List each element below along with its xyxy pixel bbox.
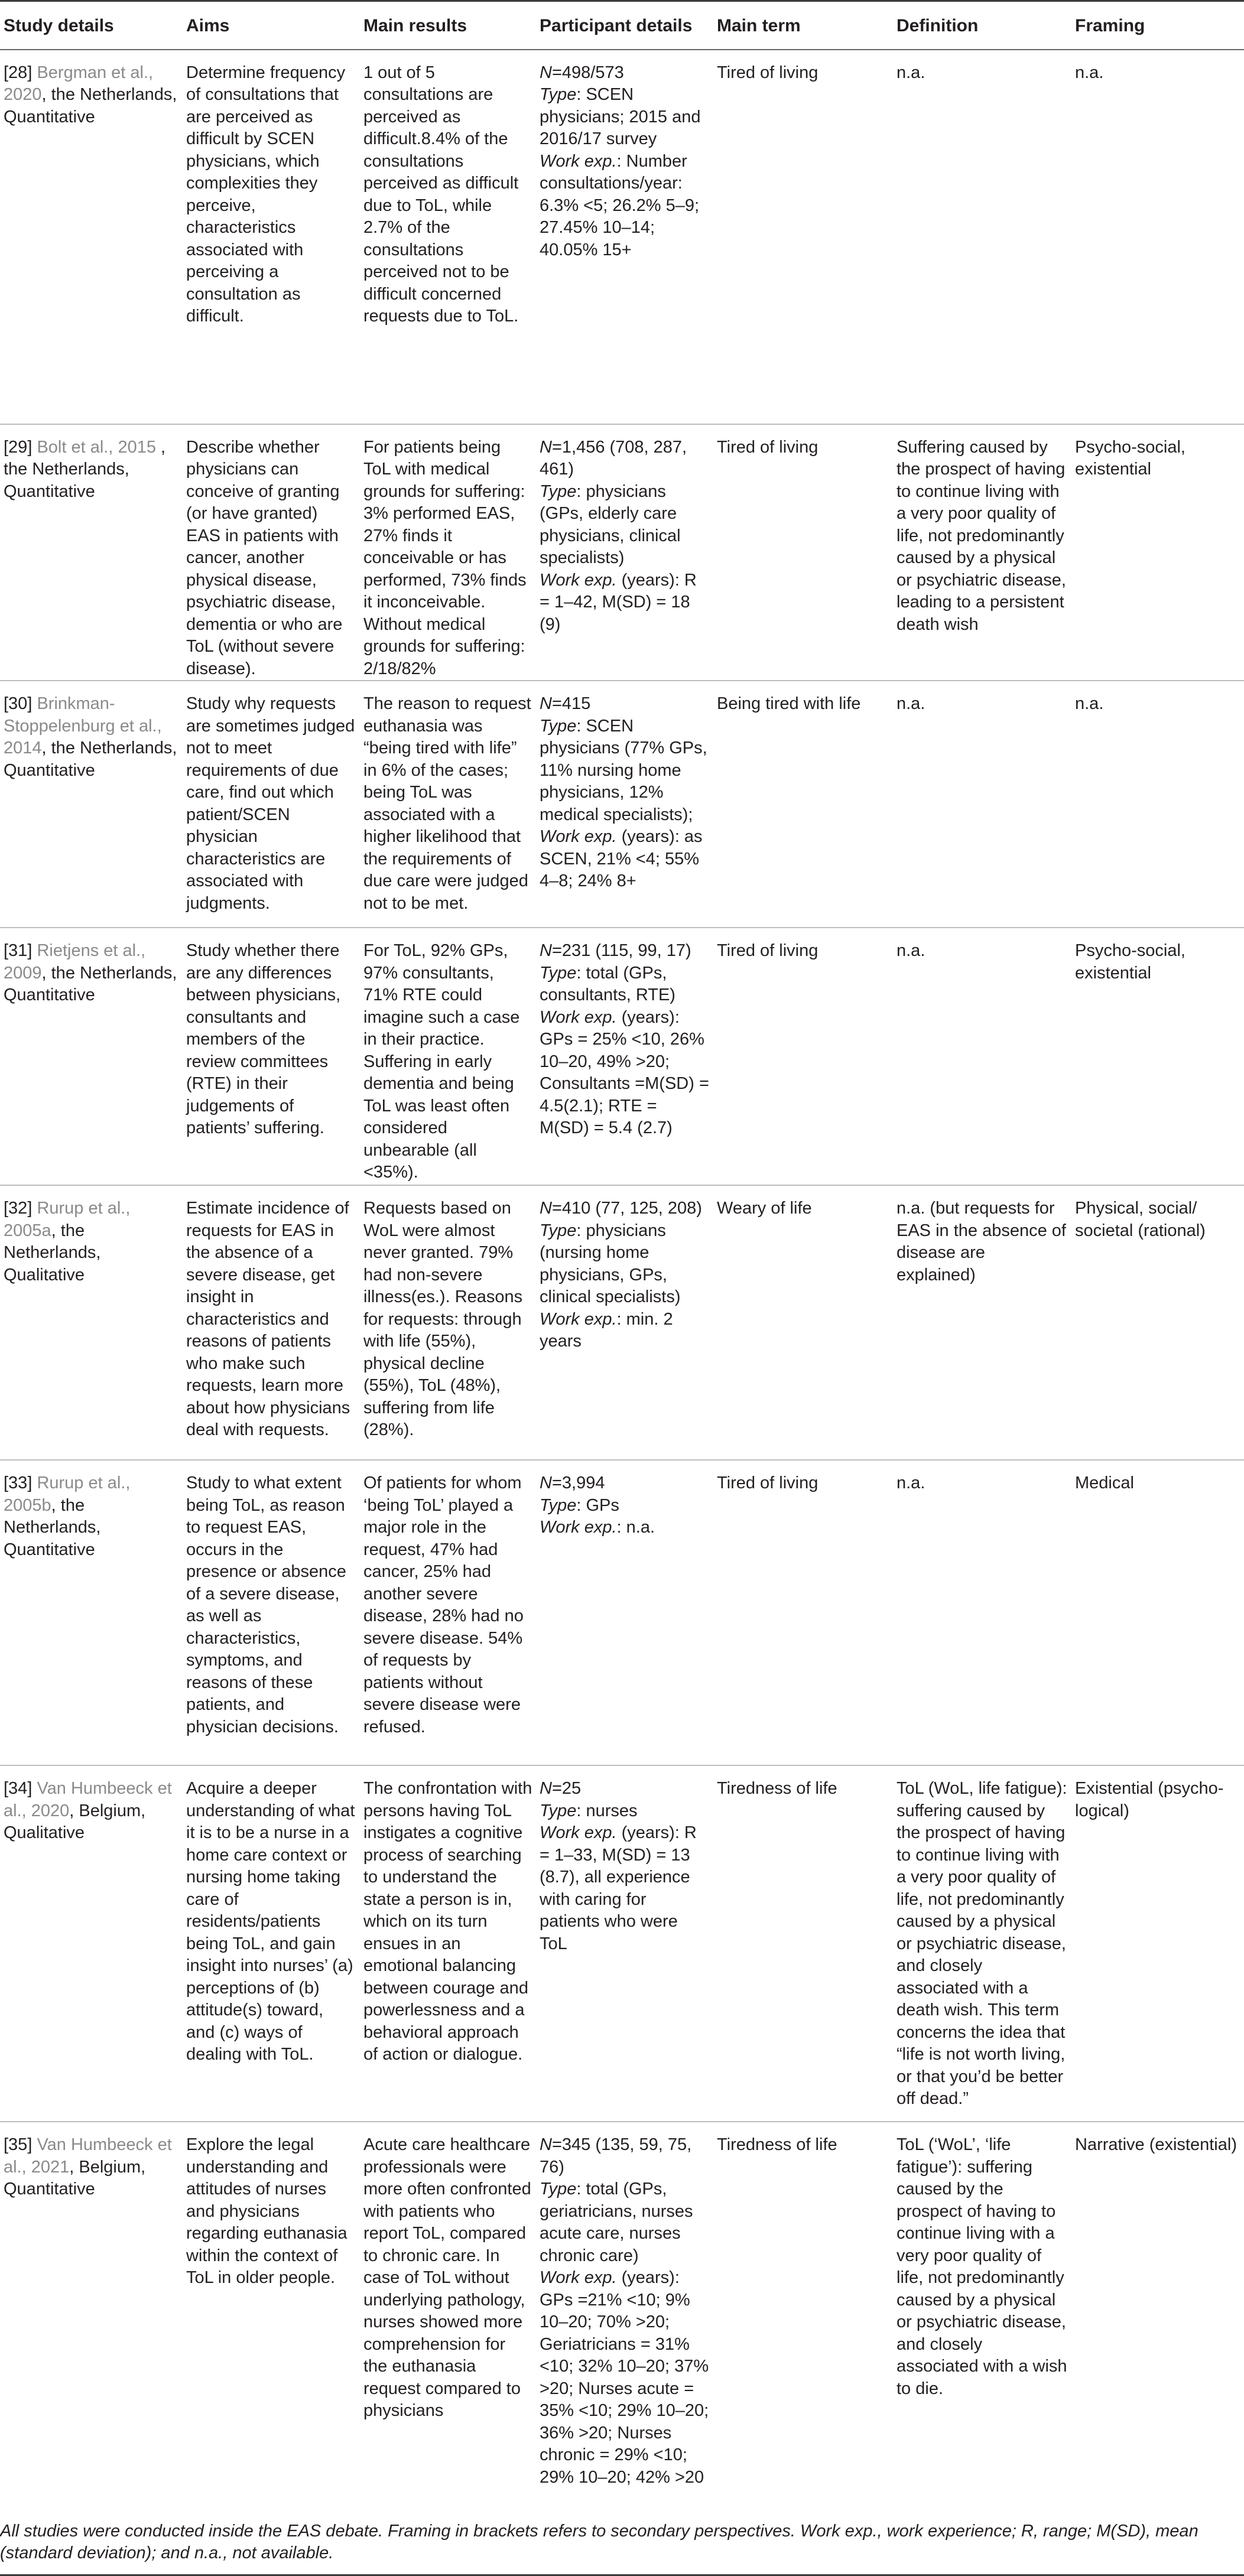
type-value: : total (GPs, consultants, RTE)	[540, 963, 675, 1004]
participant-n	[540, 1778, 710, 1800]
reference-year[interactable]: 2009	[4, 963, 42, 983]
main-term-cell: Tired of living	[713, 50, 893, 424]
table-row	[0, 2122, 1244, 2575]
reference-number: [34]	[4, 1779, 33, 1798]
participant-work-exp	[540, 151, 710, 262]
definition-cell: n.a. (but requests for EAS in the absence of disease are explained)	[893, 1185, 1071, 1460]
study-location-design: , the Netherlands, Quantitative	[4, 437, 166, 501]
table-row	[0, 928, 1244, 1185]
study-details-cell	[0, 1185, 183, 1460]
study-details-cell	[0, 2122, 183, 2575]
work-exp-label: Work exp.	[540, 151, 617, 171]
type-label: Type	[540, 482, 577, 501]
reference-number: [28]	[4, 63, 33, 82]
participant-type	[540, 1800, 710, 1823]
table-row	[0, 1460, 1244, 1765]
header-framing: Framing	[1071, 1, 1244, 50]
main-term-cell: Tiredness of life	[713, 1765, 893, 2122]
definition-cell: n.a.	[893, 928, 1071, 1185]
type-label: Type	[540, 716, 577, 736]
type-label: Type	[540, 1495, 577, 1515]
n-value: =1,456 (708, 287, 461)	[540, 437, 687, 479]
type-value: : GPs	[576, 1495, 619, 1515]
study-details-cell	[0, 1765, 183, 2122]
type-label: Type	[540, 1221, 577, 1240]
study-details-cell	[0, 681, 183, 928]
n-value: =25	[551, 1779, 582, 1798]
work-exp-value: (years): R = 1–33, M(SD) = 13 (8.7), all experience with caring for patients who were ToL	[540, 1823, 697, 1953]
framing-cell: n.a.	[1071, 50, 1244, 424]
reference-year[interactable]: 2020	[31, 1801, 70, 1820]
study-location-design: , the Netherlands, Quantitative	[4, 739, 177, 780]
reference-link[interactable]: Brinkman-Stoppelenburg et al.,	[4, 694, 162, 736]
main-term-cell: Tired of living	[713, 928, 893, 1185]
participant-type	[540, 84, 710, 151]
main-term-cell: Weary of life	[713, 1185, 893, 1460]
work-exp-label: Work exp.	[540, 1518, 617, 1537]
n-value: =231 (115, 99, 17)	[551, 941, 691, 960]
study-details-cell	[0, 50, 183, 424]
participant-work-exp	[540, 1517, 710, 1539]
header-main-term: Main term	[713, 1, 893, 50]
participant-type	[540, 1495, 710, 1517]
participant-details-cell	[536, 928, 713, 1185]
framing-cell: Physical, social/ societal (rational)	[1071, 1185, 1244, 1460]
participant-details-cell	[536, 424, 713, 681]
study-location-design: , the Netherlands, Qualitative	[4, 1221, 101, 1284]
participant-details-cell	[536, 681, 713, 928]
definition-cell: n.a.	[893, 50, 1071, 424]
definition-cell: n.a.	[893, 681, 1071, 928]
framing-cell: Medical	[1071, 1460, 1244, 1765]
framing-cell: Psycho-social, existential	[1071, 424, 1244, 681]
work-exp-value: (years): GPs = 25% <10, 26% 10–20, 49% >20; Consultants =M(SD) = 4.5(2.1); RTE = M(SD) = 5.4 (2.7)	[540, 1007, 709, 1137]
work-exp-label: Work exp.	[540, 570, 617, 590]
aims-cell: Determine frequency of consultations that are perceived as difficult by SCEN physicians, which complexities they perceive, characteristics associated with perceiving a consultation as difficult.	[183, 50, 360, 424]
reference-link[interactable]: Rietjens et al.,	[37, 941, 146, 960]
definition-cell: ToL (‘WoL’, ‘life fatigue’): suffering caused by the prospect of having to continue living with a very poor quality of life, not predominantly caused by a physical or psychiatric disease, and closely associated with a wish to die.	[893, 2122, 1071, 2575]
work-exp-value: (years): GPs =21% <10; 9% 10–20; 70% >20; Geriatricians = 31% <10; 32% 10–20; 37% >20; Nurses acute = 35% <10; 29% 10–20; 36% >20; Nurses chronic = 29% <10; 29% 10–20; 42% >20	[540, 2268, 709, 2487]
n-value: =345 (135, 59, 75, 76)	[540, 2135, 692, 2177]
participant-type	[540, 2178, 710, 2267]
participant-n	[540, 1198, 710, 1220]
type-value: : total (GPs, geriatricians, nurses acute care, nurses chronic care)	[540, 2180, 693, 2265]
participant-work-exp	[540, 826, 710, 893]
type-value: : physicians (GPs, elderly care physicians, clinical specialists)	[540, 482, 681, 567]
reference-number: [32]	[4, 1199, 33, 1218]
aims-cell: Study whether there are any differences between physicians, consultants and members of the review committees (RTE) in their judgements of patients’ suffering.	[183, 928, 360, 1185]
n-value: =3,994	[551, 1474, 605, 1492]
main-results-cell: Requests based on WoL were almost never granted. 79% had non-severe illness(es.). Reasons for requests: through with life (55%), physical decline (55%), ToL (48%), suffering from life (28%).	[360, 1185, 536, 1460]
reference-number: [30]	[4, 694, 33, 713]
header-main-results: Main results	[360, 1, 536, 50]
work-exp-value: : min. 2 years	[540, 1309, 673, 1351]
study-location-design: , Belgium, Qualitative	[4, 1801, 146, 1842]
reference-year[interactable]: 2021	[31, 2157, 70, 2177]
table-row	[0, 1765, 1244, 2122]
study-details-cell	[0, 1460, 183, 1765]
type-label: Type	[540, 1801, 577, 1820]
table-row	[0, 50, 1244, 424]
header-definition: Definition	[893, 1, 1071, 50]
table-header-row	[0, 1, 1244, 50]
work-exp-label: Work exp.	[540, 827, 617, 846]
header-study-details: Study details	[0, 1, 183, 50]
n-label: N	[540, 1779, 552, 1798]
framing-cell: Narrative (existential)	[1071, 2122, 1244, 2575]
main-results-cell: Of patients for whom ‘being ToL’ played a major role in the request, 47% had cancer, 25% had another severe disease, 28% had no severe disease. 54% of requests by patients without severe disease were refused.	[360, 1460, 536, 1765]
table-row	[0, 681, 1244, 928]
reference-link[interactable]: Rurup et al.,	[37, 1199, 131, 1218]
reference-link[interactable]: Bolt et al., 2015	[37, 437, 156, 457]
study-location-design: , the Netherlands, Quantitative	[4, 1495, 101, 1559]
reference-link[interactable]: Bergman et al.,	[37, 63, 154, 82]
main-results-cell: Acute care healthcare professionals were more often confronted with patients who report ToL, compared to chronic care. In case of ToL without underlying pathology, nurses showed more comprehension for the euthanasia request compared to physicians	[360, 2122, 536, 2575]
participant-n	[540, 62, 710, 84]
n-label: N	[540, 437, 552, 457]
type-label: Type	[540, 2180, 577, 2198]
main-results-cell: 1 out of 5 consultations are perceived as difficult.8.4% of the consultations perceived as difficult due to ToL, while 2.7% of the consultations perceived not to be difficult concerned requests due to ToL.	[360, 50, 536, 424]
type-label: Type	[540, 963, 577, 983]
type-value: : physicians (nursing home physicians, GPs, clinical specialists)	[540, 1221, 681, 1306]
main-results-cell: The confrontation with persons having ToL instigates a cognitive process of searching to understand the state a person is in, which on its turn ensues in an emotional balancing between courage and powerlessness and a behavioral approach of action or dialogue.	[360, 1765, 536, 2122]
participant-work-exp	[540, 1007, 710, 1140]
participant-n	[540, 693, 710, 715]
participant-details-cell	[536, 2122, 713, 2575]
participant-work-exp	[540, 2267, 710, 2489]
aims-cell: Explore the legal understanding and attitudes of nurses and physicians regarding euthanasia within the context of ToL in older people.	[183, 2122, 360, 2575]
reference-link[interactable]: Van Humbeeck et al.,	[4, 1779, 172, 1820]
work-exp-label: Work exp.	[540, 2268, 617, 2287]
work-exp-value: (years): as SCEN, 21% <4; 55% 4–8; 24% 8+	[540, 827, 703, 890]
work-exp-value: (years): R = 1–42, M(SD) = 18 (9)	[540, 570, 697, 634]
n-value: =498/573	[551, 63, 624, 82]
main-results-cell: For ToL, 92% GPs, 97% consultants, 71% RTE could imagine such a case in their practice. Suffering in early dementia and being ToL was least often considered unbearable (all <35%).	[360, 928, 536, 1185]
work-exp-label: Work exp.	[540, 1007, 617, 1027]
n-label: N	[540, 1199, 552, 1218]
n-label: N	[540, 2135, 552, 2154]
main-results-cell: The reason to request euthanasia was “being tired with life” in 6% of the cases; being ToL was associated with a higher likelihood that the requirements of due care were judged not to be met.	[360, 681, 536, 928]
reference-year[interactable]: 2014	[4, 739, 42, 757]
main-term-cell: Being tired with life	[713, 681, 893, 928]
participant-details-cell	[536, 1460, 713, 1765]
n-label: N	[540, 941, 552, 960]
participant-type	[540, 962, 710, 1007]
participant-n	[540, 1472, 710, 1495]
work-exp-value: : n.a.	[616, 1518, 655, 1537]
reference-number: [29]	[4, 437, 33, 457]
table-footnote: All studies were conducted inside the EAS debate. Framing in brackets refers to secondary perspectives. Work exp., work experience; R, range; M(SD), mean (standard deviation); and n.a., not available.	[0, 2522, 1198, 2562]
aims-cell: Study to what extent being ToL, as reason to request EAS, occurs in the presence or absence of a severe disease, as well as characteristics, symptoms, and reasons of these patients, and physician decisions.	[183, 1460, 360, 1765]
type-label: Type	[540, 85, 577, 104]
main-term-cell: Tiredness of life	[713, 2122, 893, 2575]
work-exp-label: Work exp.	[540, 1823, 617, 1842]
header-aims: Aims	[183, 1, 360, 50]
n-label: N	[540, 1474, 552, 1492]
participant-work-exp	[540, 1822, 710, 1955]
study-location-design: , the Netherlands, Quantitative	[4, 963, 177, 1004]
work-exp-value: : Number consultations/year: 6.3% <5; 26.2% 5–9; 27.45% 10–14; 40.05% 15+	[540, 151, 700, 259]
reference-link[interactable]: Rurup et al.,	[37, 1474, 131, 1492]
work-exp-label: Work exp.	[540, 1309, 617, 1329]
participant-details-cell	[536, 50, 713, 424]
definition-cell: ToL (WoL, life fatigue): suffering caused by the prospect of having to continue living with a very poor quality of life, not predominantly caused by a physical or psychiatric disease, and closely associated with a death wish. This term concerns the idea that “life is not worth living, or that you’d be better off dead.”	[893, 1765, 1071, 2122]
n-value: =415	[551, 694, 591, 713]
participant-n	[540, 940, 710, 962]
aims-cell: Acquire a deeper understanding of what it is to be a nurse in a home care context or nursing home taking care of residents/patients being ToL, and gain insight into nurses’ (a) perceptions of (b) attitude(s) toward, and (c) ways of dealing with ToL.	[183, 1765, 360, 2122]
n-label: N	[540, 694, 552, 713]
reference-year[interactable]: 2020	[4, 85, 42, 104]
type-value: : SCEN physicians (77% GPs, 11% nursing home physicians, 12% medical specialists);	[540, 716, 707, 824]
framing-cell: Existential (psycho-logical)	[1071, 1765, 1244, 2122]
reference-number: [31]	[4, 941, 33, 960]
table-row	[0, 1185, 1244, 1460]
n-value: =410 (77, 125, 208)	[551, 1199, 702, 1218]
participant-work-exp	[540, 1309, 710, 1353]
reference-number: [33]	[4, 1474, 33, 1492]
participant-type	[540, 715, 710, 827]
definition-cell: Suffering caused by the prospect of having to continue living with a very poor quality of life, not predominantly caused by a physical or psychiatric disease, leading to a persistent death wish	[893, 424, 1071, 681]
aims-cell: Describe whether physicians can conceive of granting (or have granted) EAS in patients with cancer, another physical disease, psychiatric disease, dementia or who are ToL (without severe disease).	[183, 424, 360, 681]
reference-year[interactable]: 2005b	[4, 1495, 51, 1515]
participant-work-exp	[540, 570, 710, 636]
participant-type	[540, 481, 710, 570]
table-row	[0, 424, 1244, 681]
definition-cell: n.a.	[893, 1460, 1071, 1765]
main-term-cell: Tired of living	[713, 424, 893, 681]
reference-link[interactable]: Van Humbeeck et al.,	[4, 2135, 172, 2177]
participant-n	[540, 2134, 710, 2178]
aims-cell: Study why requests are sometimes judged not to meet requirements of due care, find out which patient/SCEN physician characteristics are associated with judgments.	[183, 681, 360, 928]
participant-details-cell	[536, 1185, 713, 1460]
reference-year[interactable]: 2005a	[4, 1221, 51, 1240]
type-value: : nurses	[576, 1801, 638, 1820]
study-details-cell	[0, 424, 183, 681]
type-value: : SCEN physicians; 2015 and 2016/17 survey	[540, 85, 701, 148]
main-results-cell: For patients being ToL with medical grounds for suffering: 3% performed EAS, 27% finds it conceivable or has performed, 73% finds it inconceivable. Without medical grounds for suffering: 2/18/82%	[360, 424, 536, 681]
aims-cell: Estimate incidence of requests for EAS in the absence of a severe disease, get insight in characteristics and reasons of patients who make such requests, learn more about how physicians deal with requests.	[183, 1185, 360, 1460]
main-term-cell: Tired of living	[713, 1460, 893, 1765]
participant-n	[540, 437, 710, 481]
reference-number: [35]	[4, 2135, 33, 2154]
header-participant-details: Participant details	[536, 1, 713, 50]
framing-cell: Psycho-social, existential	[1071, 928, 1244, 1185]
study-details-cell	[0, 928, 183, 1185]
participant-type	[540, 1220, 710, 1309]
study-location-design: , Belgium, Quantitative	[4, 2157, 146, 2198]
participant-details-cell	[536, 1765, 713, 2122]
framing-cell: n.a.	[1071, 681, 1244, 928]
study-location-design: , the Netherlands, Quantitative	[4, 85, 177, 126]
n-label: N	[540, 63, 552, 82]
